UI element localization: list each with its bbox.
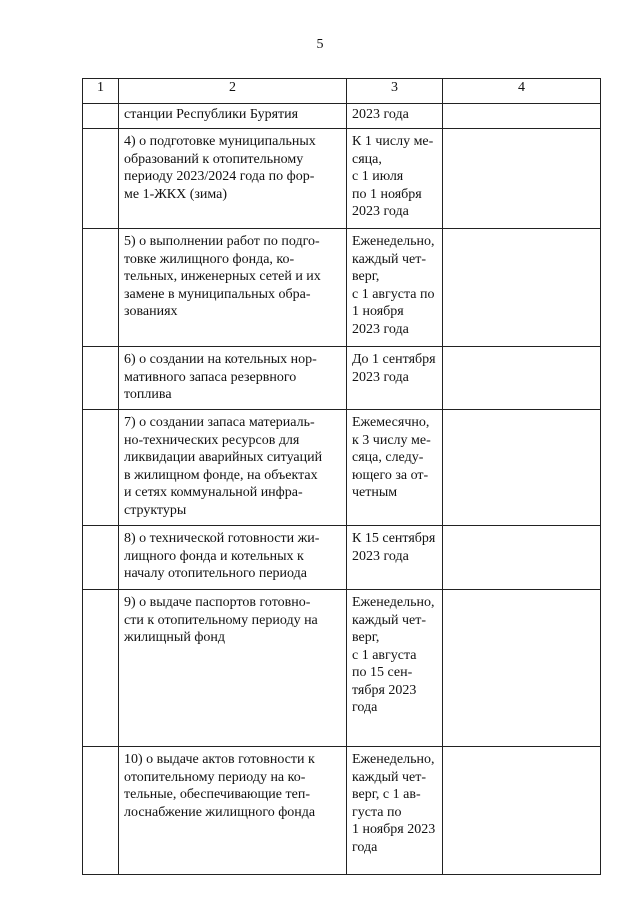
cell-deadline: Ежемесячно, к 3 числу ме- сяца, следу- ющего за от- четным (347, 410, 443, 526)
cell-responsible (443, 410, 601, 526)
header-cell-3: 3 (347, 79, 443, 104)
cell-deadline: Еженедельно, каждый чет- верг, с 1 ав- густа по 1 ноября 2023 года (347, 747, 443, 875)
cell-deadline: До 1 сентября 2023 года (347, 347, 443, 410)
header-cell-2: 2 (119, 79, 347, 104)
cell-num (83, 747, 119, 875)
cell-item: 6) о создании на котельных нор- мативного запаса резервного топлива (119, 347, 347, 410)
cell-responsible (443, 229, 601, 347)
cell-responsible (443, 747, 601, 875)
cell-num (83, 526, 119, 590)
cell-item: станции Республики Бурятия (119, 104, 347, 129)
cell-item: 4) о подготовке муниципальных образований к отопительному периоду 2023/2024 года по фор- ме 1-ЖКХ (зима) (119, 129, 347, 229)
header-cell-4: 4 (443, 79, 601, 104)
cell-num (83, 104, 119, 129)
cell-num (83, 347, 119, 410)
cell-num (83, 410, 119, 526)
header-cell-1: 1 (83, 79, 119, 104)
cell-num (83, 129, 119, 229)
cell-deadline: Еженедельно, каждый чет- верг, с 1 августа по 1 ноября 2023 года (347, 229, 443, 347)
schedule-table (82, 78, 601, 875)
cell-responsible (443, 526, 601, 590)
cell-item: 10) о выдаче актов готовности к отопительному периоду на ко- тельные, обеспечивающие теп- лоснабжение жилищного фонда (119, 747, 347, 875)
cell-responsible (443, 590, 601, 747)
cell-deadline: К 15 сентября 2023 года (347, 526, 443, 590)
cell-item: 7) о создании запаса материаль- но-технических ресурсов для ликвидации аварийных ситуаций в жилищном фонде, на объектах и сетях коммунальной инфра- структуры (119, 410, 347, 526)
cell-item: 8) о технической готовности жи- лищного фонда и котельных к началу отопительного периода (119, 526, 347, 590)
cell-responsible (443, 129, 601, 229)
cell-responsible (443, 104, 601, 129)
cell-num (83, 229, 119, 347)
page-number: 5 (316, 37, 324, 52)
table-row (83, 347, 601, 410)
cell-deadline: Еженедельно, каждый чет- верг, с 1 августа по 15 сен- тября 2023 года (347, 590, 443, 747)
cell-item: 5) о выполнении работ по подго- товке жилищного фонда, ко- тельных, инженерных сетей и их замене в муниципальных обра- зованиях (119, 229, 347, 347)
table-header-row (83, 79, 601, 104)
table-row (83, 590, 601, 747)
cell-deadline: 2023 года (347, 104, 443, 129)
table-row (83, 104, 601, 129)
cell-item: 9) о выдаче паспортов готовно- сти к отопительному периоду на жилищный фонд (119, 590, 347, 747)
table-row (83, 129, 601, 229)
cell-deadline: К 1 числу ме- сяца, с 1 июля по 1 ноября 2023 года (347, 129, 443, 229)
cell-num (83, 590, 119, 747)
cell-responsible (443, 347, 601, 410)
table-row (83, 410, 601, 526)
table-row (83, 229, 601, 347)
table-row (83, 526, 601, 590)
table-row (83, 747, 601, 875)
